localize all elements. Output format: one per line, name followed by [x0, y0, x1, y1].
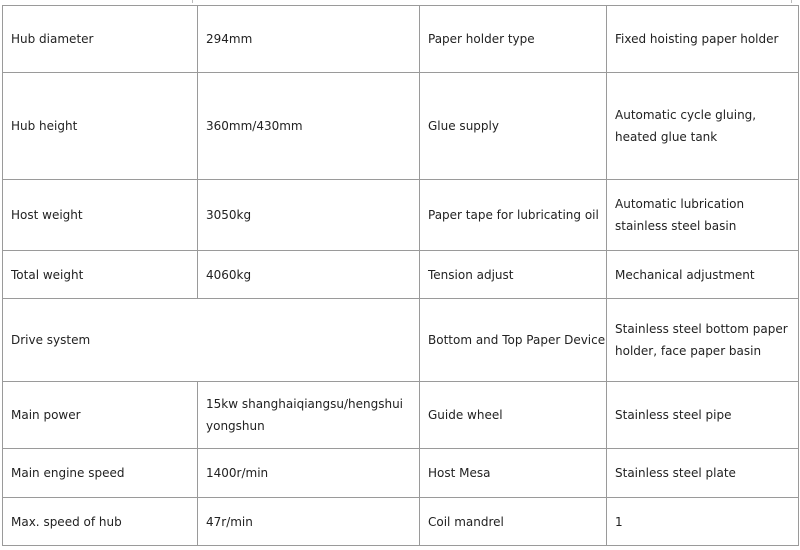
spec-value: 294mm	[198, 6, 420, 73]
spec-label: Main engine speed	[3, 449, 198, 498]
spec-label: Tension adjust	[420, 251, 607, 299]
spec-label: Max. speed of hub	[3, 498, 198, 546]
spec-value: 3050kg	[198, 180, 420, 251]
spec-value: Stainless steel bottom paper holder, face paper basin	[607, 299, 799, 382]
spec-value: Mechanical adjustment	[607, 251, 799, 299]
spec-value: Automatic lubrication stainless steel basin	[607, 180, 799, 251]
table-row	[3, 382, 799, 449]
spec-label: Hub diameter	[3, 6, 198, 73]
spec-label: Main power	[3, 382, 198, 449]
spec-label: Coil mandrel	[420, 498, 607, 546]
spec-value: 360mm/430mm	[198, 73, 420, 180]
spec-value: 47r/min	[198, 498, 420, 546]
spec-label: Paper holder type	[420, 6, 607, 73]
spec-label: Glue supply	[420, 73, 607, 180]
table-row	[3, 299, 799, 382]
spec-label: Host weight	[3, 180, 198, 251]
table-row	[3, 498, 799, 546]
table-row	[3, 73, 799, 180]
spec-value: 4060kg	[198, 251, 420, 299]
corner-mark	[192, 0, 193, 3]
spec-value: 15kw shanghaiqiangsu/hengshui yongshun	[198, 382, 420, 449]
spec-value: Stainless steel plate	[607, 449, 799, 498]
spec-label: Guide wheel	[420, 382, 607, 449]
spec-label: Paper tape for lubricating oil	[420, 180, 607, 251]
table-row	[3, 251, 799, 299]
spec-label: Host Mesa	[420, 449, 607, 498]
corner-mark	[791, 0, 792, 3]
spec-value: Automatic cycle gluing, heated glue tank	[607, 73, 799, 180]
spec-value: Fixed hoisting paper holder	[607, 6, 799, 73]
spec-table	[2, 5, 799, 546]
spec-label: Total weight	[3, 251, 198, 299]
spec-label: Drive system	[3, 299, 420, 382]
spec-value: 1	[607, 498, 799, 546]
spec-label: Bottom and Top Paper Device	[420, 299, 607, 382]
spec-value: 1400r/min	[198, 449, 420, 498]
table-row	[3, 180, 799, 251]
spec-label: Hub height	[3, 73, 198, 180]
spec-value: Stainless steel pipe	[607, 382, 799, 449]
table-row	[3, 6, 799, 73]
table-row	[3, 449, 799, 498]
